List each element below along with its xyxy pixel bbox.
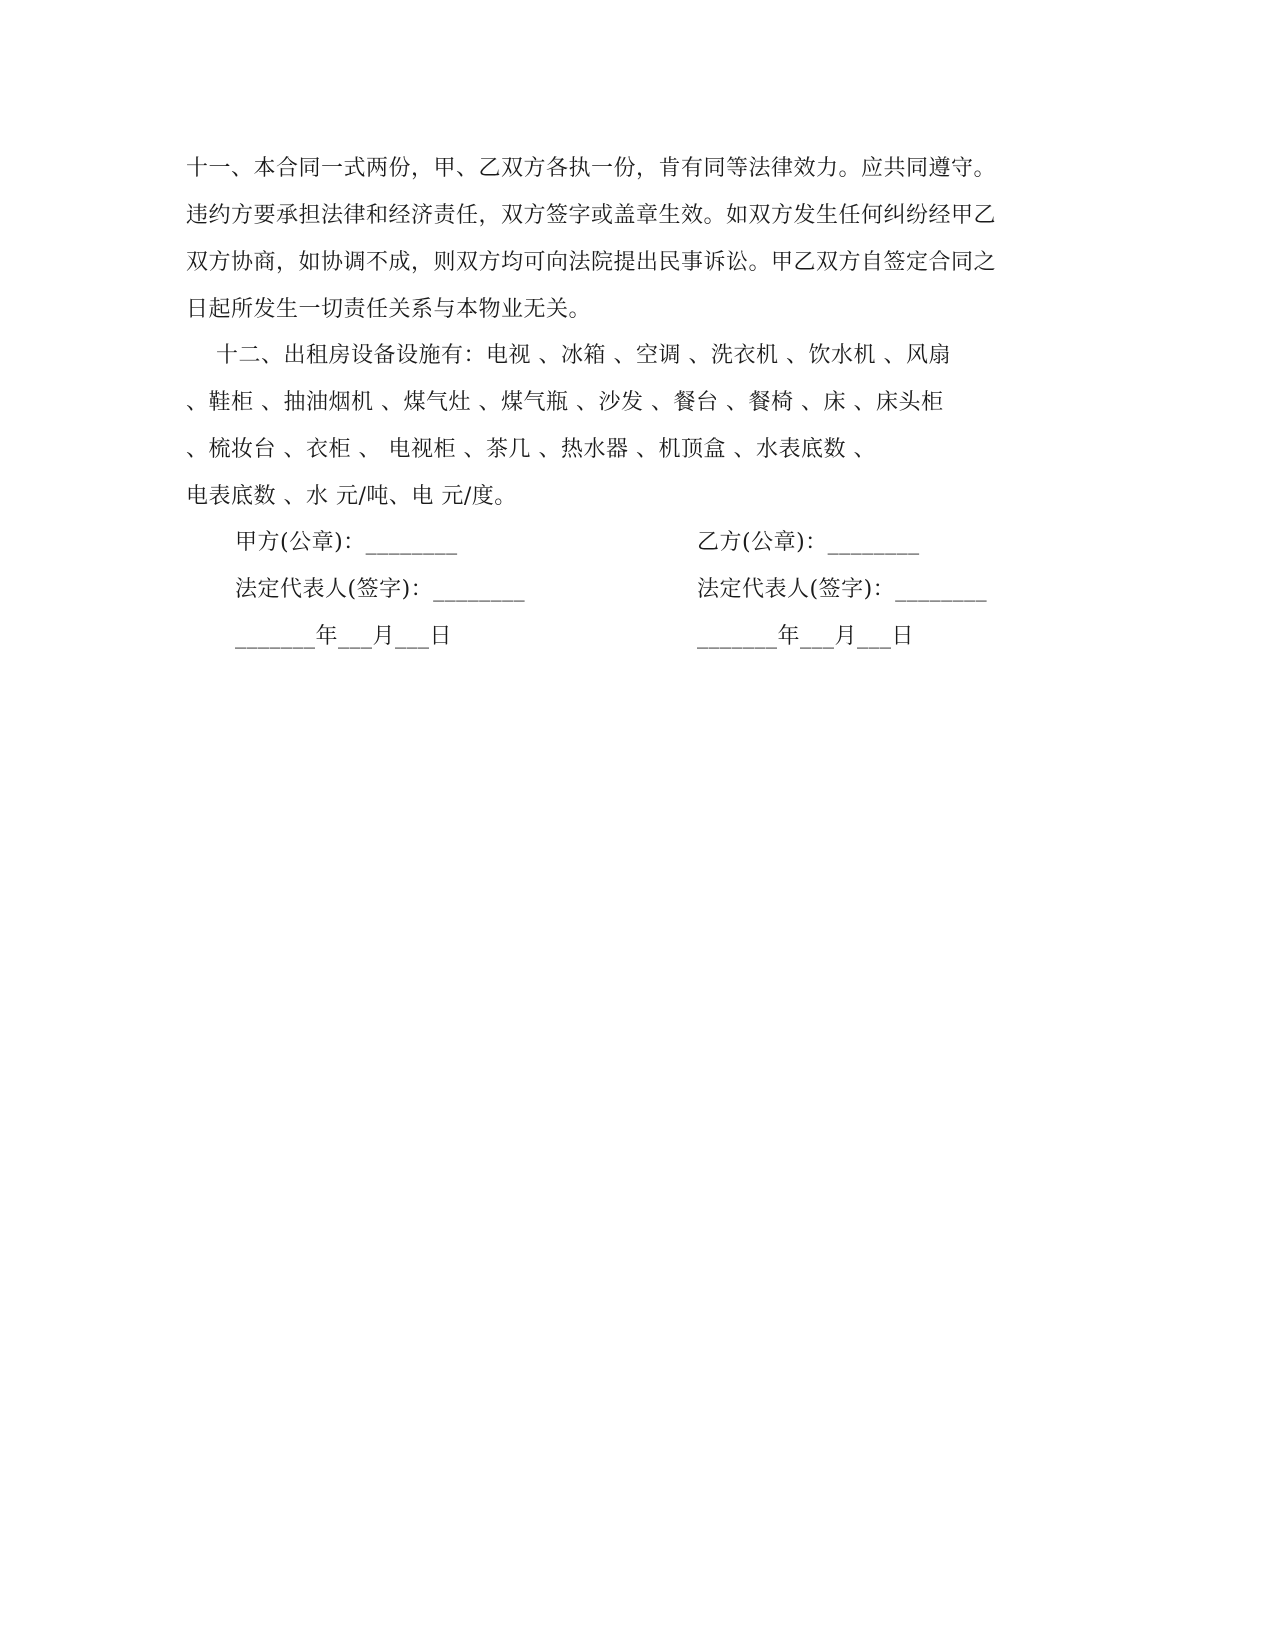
party-b-seal: 乙方(公章)：________ [697, 530, 920, 555]
clause-11-line-2: 违约方要承担法律和经济责任，双方签字或盖章生效。如双方发生任何纠纷经甲乙 [186, 203, 997, 228]
clause-12-line-4: 电表底数 、水 元/吨、电 元/度。 [186, 484, 517, 509]
party-a-date: _______年___月___日 [235, 624, 453, 649]
party-a-seal: 甲方(公章)：________ [235, 530, 458, 555]
party-a-representative: 法定代表人(签字)：________ [235, 577, 526, 602]
clause-12-line-2: 、鞋柜 、抽油烟机 、煤气灶 、煤气瓶 、沙发 、餐台 、餐椅 、床 、床头柜 [186, 390, 944, 415]
clause-12-line-3: 、梳妆台 、衣柜 、 电视柜 、茶几 、热水器 、机顶盒 、水表底数 、 [186, 437, 876, 462]
clause-11-line-4: 日起所发生一切责任关系与本物业无关。 [186, 297, 592, 322]
clause-11-line-1: 十一、本合同一式两份，甲、乙双方各执一份，肯有同等法律效力。应共同遵守。 [186, 156, 997, 181]
party-b-date: _______年___月___日 [697, 624, 915, 649]
clause-11-line-3: 双方协商，如协调不成，则双方均可向法院提出民事诉讼。甲乙双方自签定合同之 [186, 250, 997, 275]
clause-12-line-1: 十二、出租房设备设施有：电视 、冰箱 、空调 、洗衣机 、饮水机 、风扇 [186, 343, 951, 368]
party-b-representative: 法定代表人(签字)：________ [697, 577, 988, 602]
